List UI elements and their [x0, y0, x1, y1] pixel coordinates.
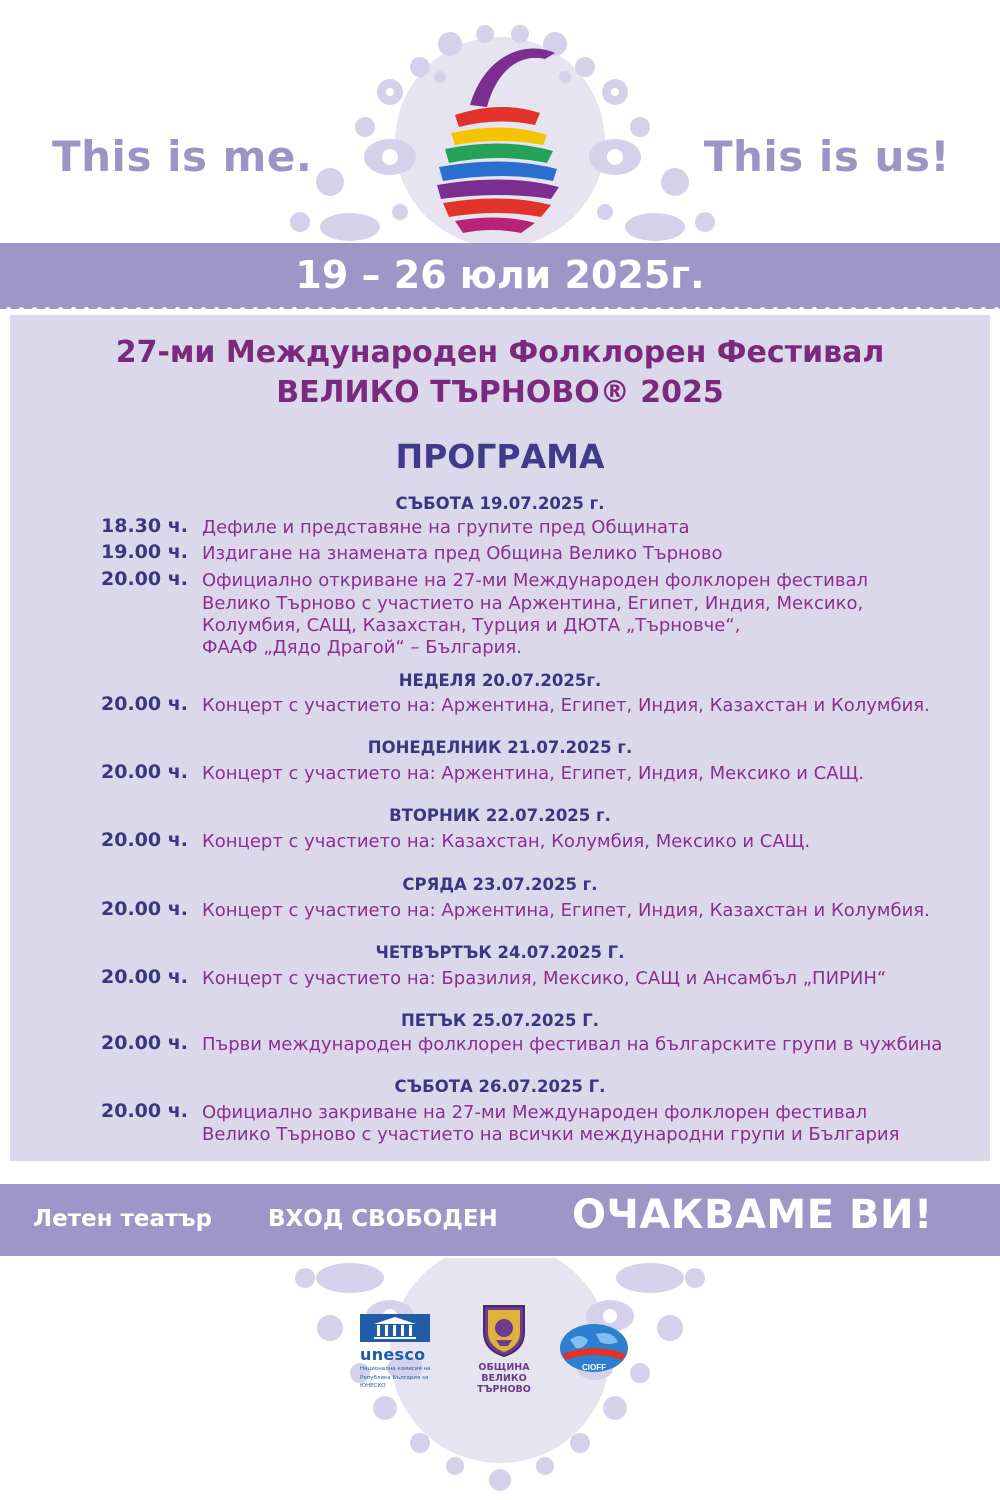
festival-title-line2: ВЕЛИКО ТЪРНОВО® 2025	[276, 375, 724, 410]
unesco-caption-line: ЮНЕСКО	[360, 1383, 386, 1389]
event-time: 20.00 ч.	[101, 761, 188, 783]
event-description: Дефиле и представяне на групите пред Общината	[202, 517, 690, 538]
unesco-temple-icon	[360, 1314, 430, 1342]
municipality-name-line2: ВЕЛИКО ТЪРНОВО	[477, 1373, 531, 1395]
municipality-name-line1: ОБЩИНА	[478, 1362, 530, 1373]
event-time: 20.00 ч.	[101, 1100, 188, 1122]
program-heading: ПРОГРАМА	[395, 437, 605, 476]
event-description: Велико Търново с участието на всички международни групи и България	[202, 1124, 900, 1145]
cioff-logo	[556, 1320, 632, 1376]
cioff-wordmark: CIOFF	[582, 1363, 606, 1372]
event-description: Издигане на знамената пред Община Велико Търново	[202, 543, 723, 564]
municipality-logo	[468, 1302, 540, 1395]
unesco-wordmark: unesco	[360, 1345, 426, 1364]
event-description: Велико Търново с участието на Аржентина, Египет, Индия, Мексико,	[202, 593, 864, 614]
dotted-border-bottom	[0, 1165, 1000, 1175]
event-description: Концерт с участието на: Казахстан, Колумбия, Мексико и САЩ.	[202, 831, 811, 852]
event-time: 19.00 ч.	[101, 541, 188, 563]
event-description: Концерт с участието на: Аржентина, Египет, Индия, Казахстан и Колумбия.	[202, 695, 930, 716]
tagline-left: This is me.	[52, 132, 313, 181]
day-title: ВТОРНИК 22.07.2025 г.	[389, 806, 611, 825]
event-time: 20.00 ч.	[101, 568, 188, 590]
event-time: 20.00 ч.	[101, 966, 188, 988]
day-title: СЪБОТА 19.07.2025 г.	[395, 494, 605, 513]
event-description: Колумбия, САЩ, Казахстан, Турция и ДЮТА „Търновче“,	[202, 615, 741, 636]
event-time: 20.00 ч.	[101, 898, 188, 920]
festival-emblem	[425, 45, 575, 235]
welcome-label: ОЧАКВАМЕ ВИ!	[572, 1192, 933, 1238]
free-entry-label: ВХОД СВОБОДЕН	[268, 1206, 498, 1232]
event-description: Официално откриване на 27-ми Международен фолклорен фестивал	[202, 570, 868, 591]
event-description: Официално закриване на 27-ми Международен фолклорен фестивал	[202, 1102, 868, 1123]
event-description: Концерт с участието на: Аржентина, Египет, Индия, Мексико и САЩ.	[202, 763, 864, 784]
event-description: Първи международен фолклорен фестивал на българските групи в чужбина	[202, 1034, 943, 1055]
unesco-logo	[360, 1314, 435, 1390]
event-time: 20.00 ч.	[101, 1032, 188, 1054]
festival-title-line1: 27-ми Международен Фолклорен Фестивал	[115, 335, 885, 370]
event-time: 18.30 ч.	[101, 515, 188, 537]
day-title: СРЯДА 23.07.2025 г.	[402, 875, 598, 894]
event-time: 20.00 ч.	[101, 693, 188, 715]
day-title: ПОНЕДЕЛНИК 21.07.2025 г.	[367, 738, 633, 757]
day-title: ЧЕТВЪРТЪК 24.07.2025 Г.	[375, 943, 625, 962]
unesco-caption-line: Национална комисия на	[360, 1366, 431, 1372]
day-title: СЪБОТА 26.07.2025 Г.	[394, 1077, 606, 1096]
day-title: ПЕТЪК 25.07.2025 Г.	[401, 1011, 599, 1030]
crest-icon	[480, 1302, 528, 1358]
unesco-caption-line: Република България за	[360, 1374, 429, 1381]
day-title: НЕДЕЛЯ 20.07.2025г.	[398, 671, 602, 690]
event-description: Концерт с участието на: Бразилия, Мексико, САЩ и Ансамбъл „ПИРИН“	[202, 968, 887, 989]
dates-banner: 19 – 26 юли 2025г.	[0, 243, 1000, 309]
event-description: ФААФ „Дядо Драгой“ – България.	[202, 637, 522, 658]
event-time: 20.00 ч.	[101, 829, 188, 851]
event-description: Концерт с участието на: Аржентина, Египет, Индия, Казахстан и Колумбия.	[202, 900, 930, 921]
tagline-right: This is us!	[703, 132, 950, 181]
dotted-border-top	[0, 305, 1000, 315]
venue-label: Летен театър	[33, 1206, 213, 1232]
footer-band	[0, 1184, 1000, 1256]
